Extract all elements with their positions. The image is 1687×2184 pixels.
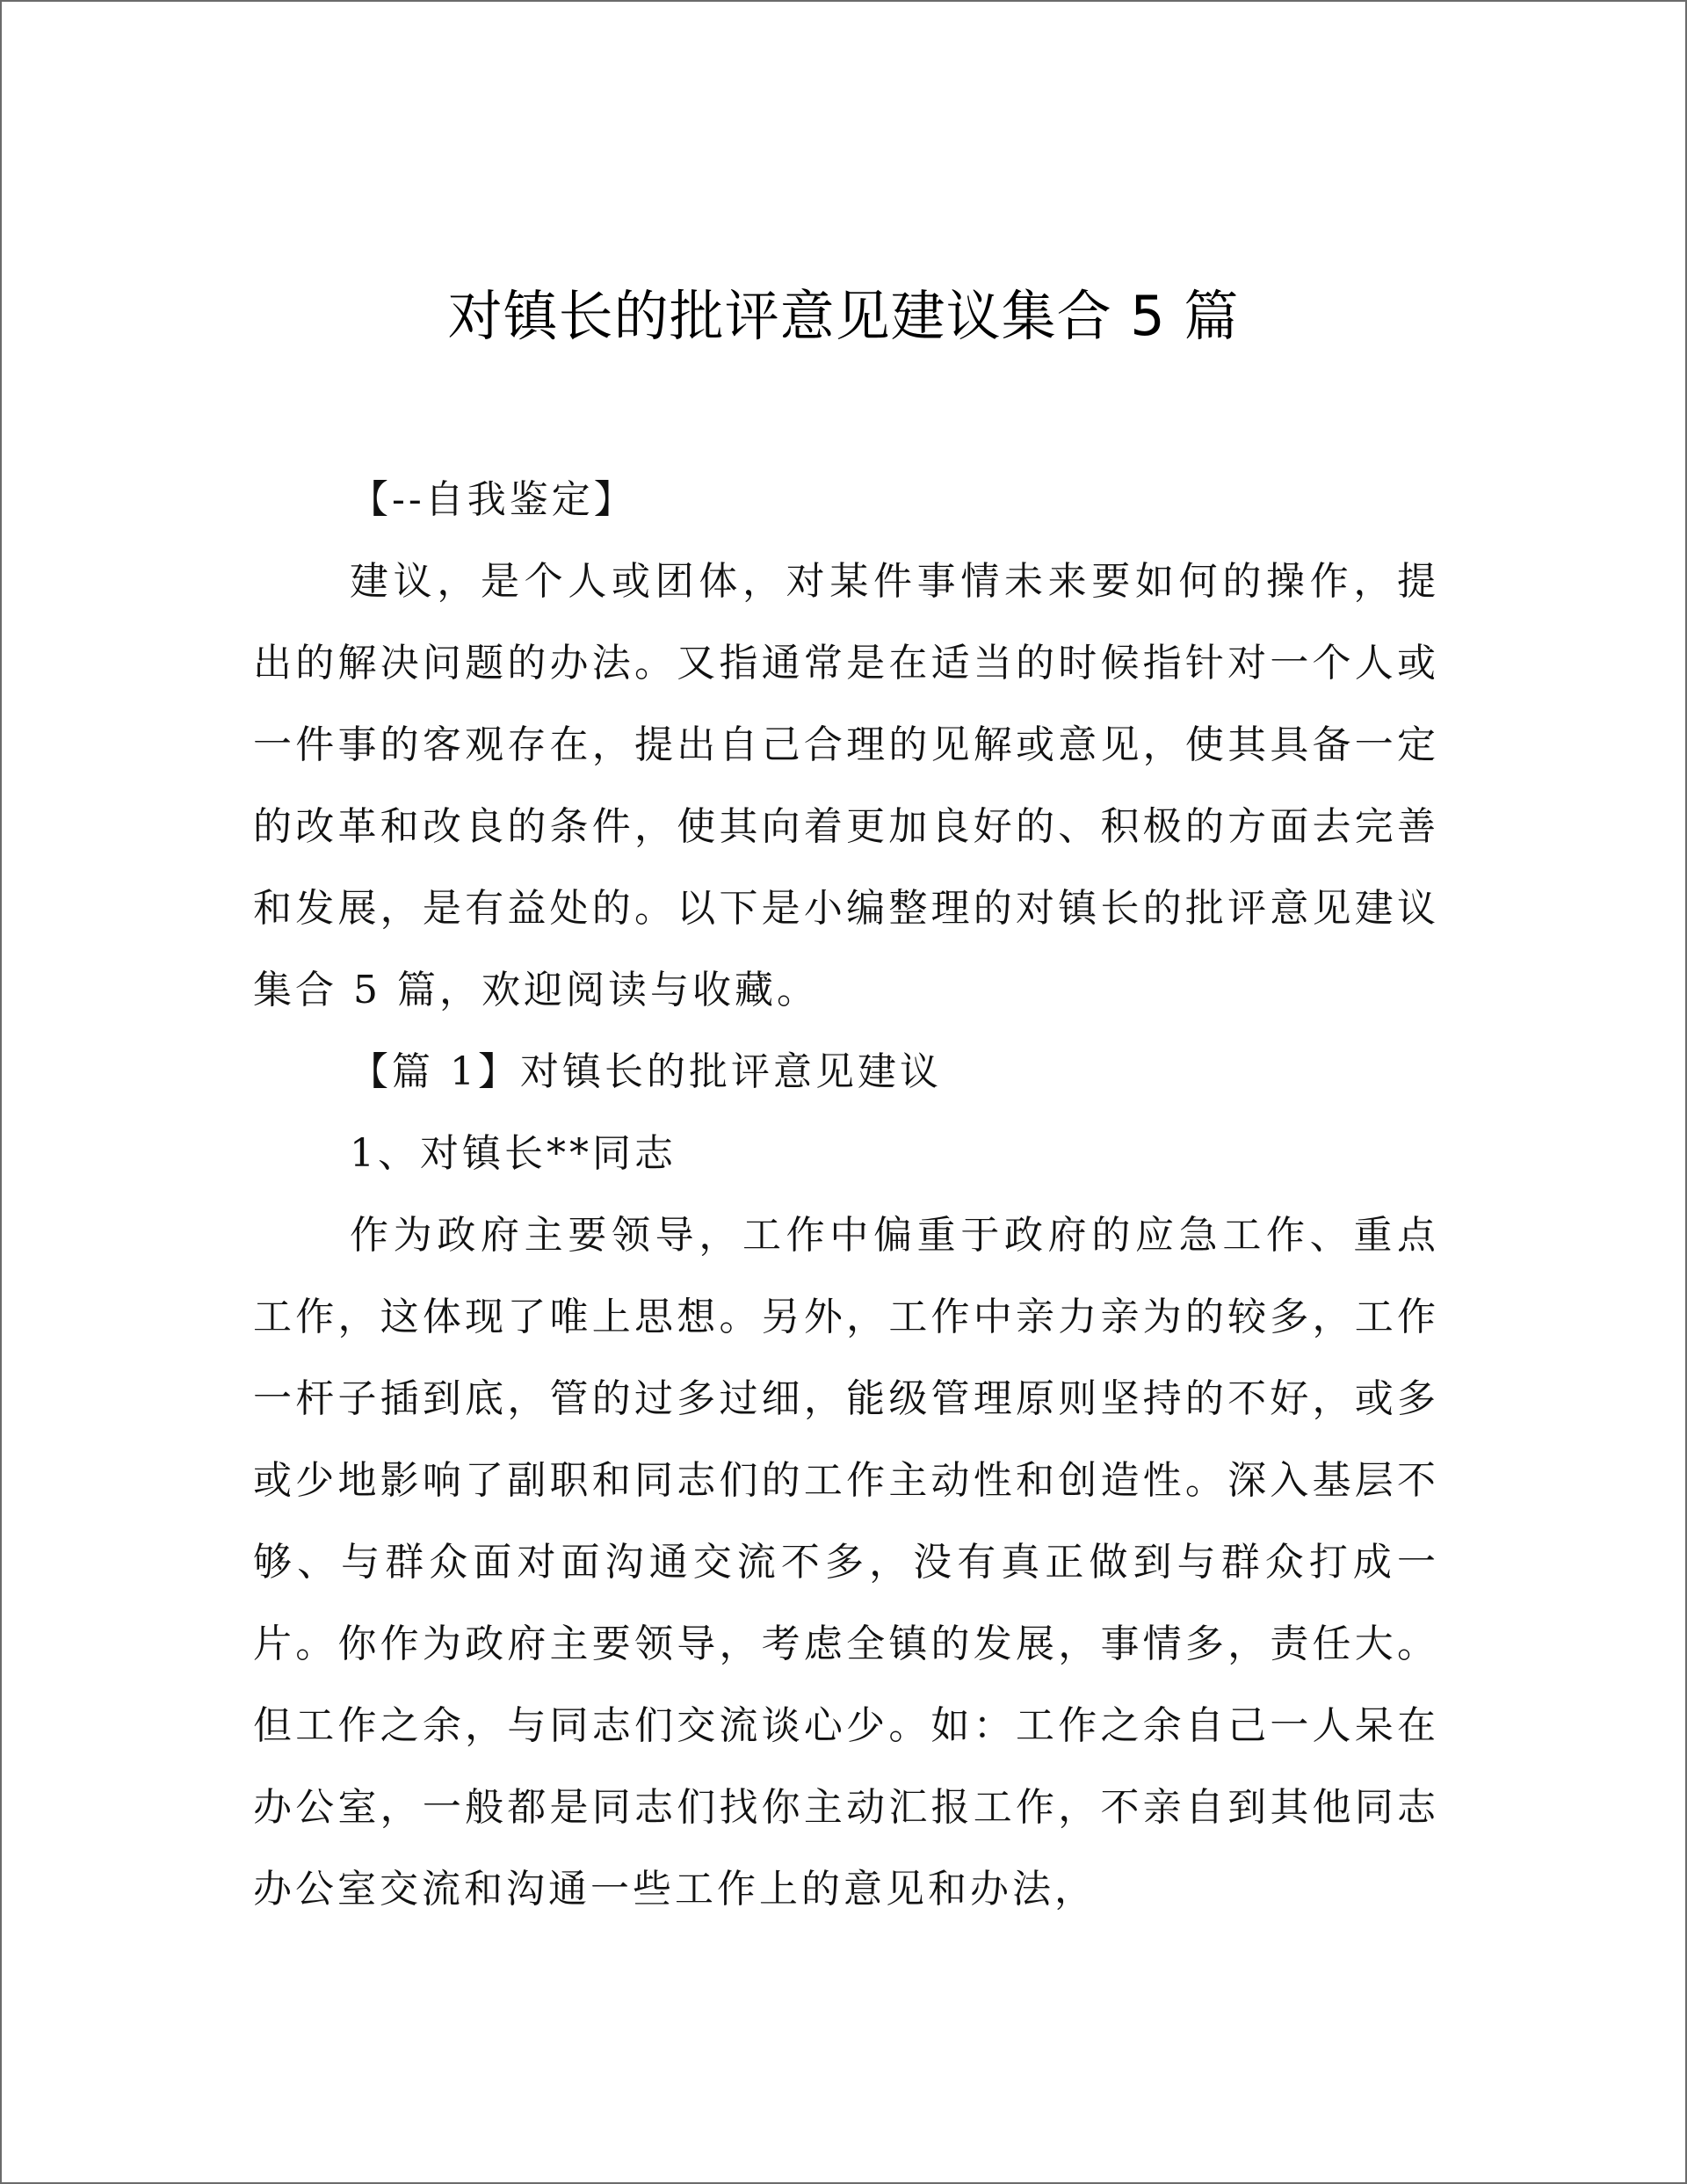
item-paragraph: 作为政府主要领导，工作中偏重于政府的应急工作、重点工作，这体现了唯上思想。另外，工作中亲力亲为的较多，工作一杆子插到底，管的过多过细，能级管理原则坚持的不好，或多或少地影响了副职和同志们的工作主动性和创造性。深入基层不够、与群众面对面沟通交流不多，没有真正做到与群众打成一片。你作为政府主要领导，考虑全镇的发展，事情多，责任大。但工作之余，与同志们交流谈心少。如：工作之余自己一人呆在办公室，一般都是同志们找你主动汇报工作，不亲自到其他同志办公室交流和沟通一些工作上的意见和办法， [253, 1213, 1439, 1912]
part-heading: 【篇 1】对镇长的批评意见建议 [350, 1049, 942, 1094]
item-heading: 1、对镇长**同志 [350, 1131, 677, 1176]
intro-paragraph: 建议，是个人或团体，对某件事情未来要如何的操作，提出的解决问题的办法。又指通常是在适当的时候指针对一个人或一件事的客观存在，提出自己合理的见解或意见，使其具备一定的改革和改良的条件，使其向着更加良好的、积极的方面去完善和发展，是有益处的。以下是小编整理的对镇长的批评意见建议集合 5 篇，欢迎阅读与收藏。 [253, 559, 1439, 1012]
document-body [253, 459, 1439, 1930]
document-title: 对镇长的批评意见建议集合 5 篇 [447, 284, 1240, 348]
section-tag: 【--自我鉴定】 [350, 477, 636, 522]
